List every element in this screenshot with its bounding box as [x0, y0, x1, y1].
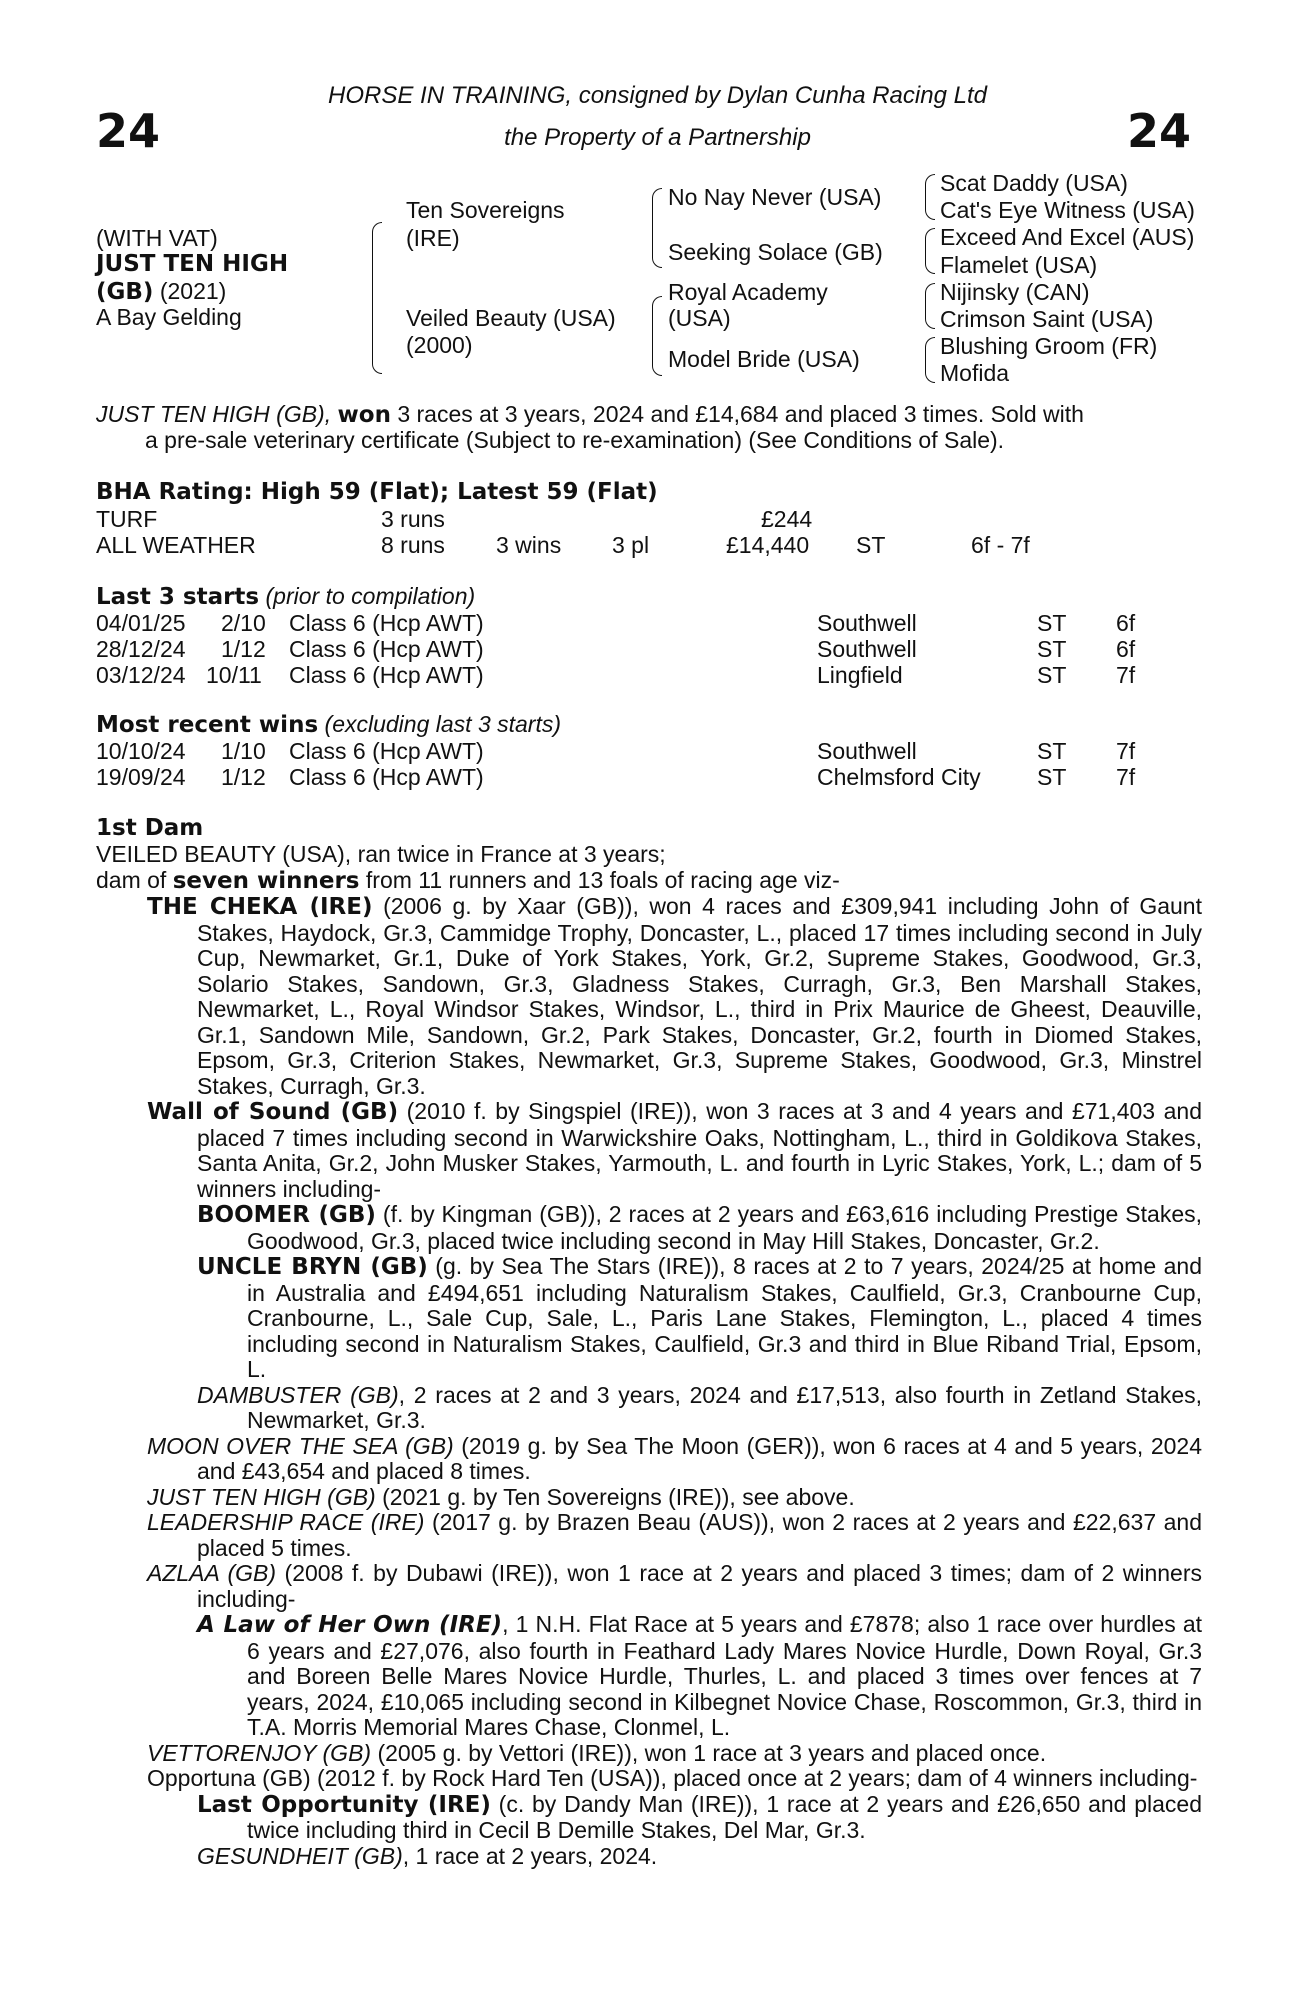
horse-name: JUST TEN HIGH	[96, 251, 289, 277]
first-dam-title: 1st Dam	[96, 815, 204, 841]
produce-a-law-of-her-own: A Law of Her Own (IRE), 1 N.H. Flat Race at 5 years and £7878; also 1 race over hurdles at 6 years and £27,076, also fourth in Feathard Lady Mares Novice Hurdle, Down Royal, Gr.3 and Boreen Belle Mares Novice Hurdle, Thurles, L. and placed 3 times over fences at 7 years, 2024, £10,065 including second in Kilbegnet Novice Chase, Roscommon, Gr.3, third in T.A. Morris Memorial Mares Chase, Clonmel, L.	[197, 1611, 1203, 1740]
dam-dam: Model Bride (USA)	[668, 346, 860, 372]
sdd: Flamelet (USA)	[940, 252, 1098, 278]
produce-azlaa: AZLAA (GB) (2008 f. by Dubawi (IRE)), won 1 race at 2 years and placed 3 times; dam of 2 winners including-	[147, 1560, 1202, 1612]
produce-record	[97, 894, 1202, 1869]
summary-line2: a pre-sale veterinary certificate (Subject to re-examination) (See Conditions of Sale).	[145, 427, 1005, 453]
consignor-line: HORSE IN TRAINING, consigned by Dylan Cunha Racing Ltd	[328, 82, 987, 109]
horse-description: A Bay Gelding	[96, 304, 242, 330]
dsd: Crimson Saint (USA)	[940, 306, 1154, 332]
dam-of-line: dam of seven winners from 11 runners and 13 foals of racing age viz-	[96, 867, 840, 894]
sd-brace	[925, 228, 935, 274]
dam-brace	[652, 296, 662, 376]
pedigree-brace	[372, 222, 382, 374]
lot-number-right: 24	[1127, 104, 1192, 158]
produce-moon-over-the-sea: MOON OVER THE SEA (GB) (2019 g. by Sea The Moon (GER)), won 6 races at 4 and 5 years, 2024 and £43,654 and placed 8 times.	[147, 1432, 1203, 1484]
last3-title: Last 3 starts (prior to compilation)	[96, 583, 476, 610]
summary-line1: JUST TEN HIGH (GB), won 3 races at 3 years, 2024 and £14,684 and placed 3 times. Sold with	[96, 401, 1084, 428]
sire-dam: Seeking Solace (GB)	[668, 239, 883, 265]
produce-leadership-race: LEADERSHIP RACE (IRE) (2017 g. by Brazen Beau (AUS)), won 2 races at 2 years and £22,637 and placed 5 times.	[147, 1509, 1203, 1561]
sds: Exceed And Excel (AUS)	[940, 224, 1195, 250]
sire-country: (IRE)	[406, 225, 460, 251]
sire-sire: No Nay Never (USA)	[668, 184, 882, 210]
produce-uncle-bryn: UNCLE BRYN (GB) (g. by Sea The Stars (IRE)), 8 races at 2 to 7 years, 2024/25 at home and in Australia and £494,651 including Naturalism Stakes, Caulfield, Gr.3, Cranbourne Cup, Cranbourne, L., Sale Cup, Sale, L., Paris Lane Stakes, Flemington, L., placed 4 times including second in Naturalism Stakes, Caulfield, Gr.3 and third in Blue Riband Trial, Epsom, L.	[197, 1253, 1202, 1382]
dam-sire: Royal Academy	[668, 279, 828, 305]
recent-title: Most recent wins (excluding last 3 starts)	[96, 711, 562, 738]
dss: Nijinsky (CAN)	[940, 279, 1090, 305]
dds: Blushing Groom (FR)	[940, 333, 1158, 359]
sire-name: Ten Sovereigns	[406, 197, 565, 223]
dam-sire-country: (USA)	[668, 305, 731, 331]
lot-number-left: 24	[96, 104, 161, 158]
bha-rating: BHA Rating: High 59 (Flat); Latest 59 (Flat)	[96, 479, 658, 505]
produce-boomer: BOOMER (GB) (f. by Kingman (GB)), 2 races at 2 years and £63,616 including Prestige Stakes, Goodwood, Gr.3, placed twice including second in May Hill Stakes, Doncaster, Gr.2.	[197, 1201, 1202, 1254]
produce-dambuster: DAMBUSTER (GB), 2 races at 2 and 3 years, 2024 and £17,513, also fourth in Zetland Stakes, Newmarket, Gr.3.	[197, 1381, 1202, 1433]
dam-line1: VEILED BEAUTY (USA), ran twice in France at 3 years;	[96, 841, 666, 867]
ds-brace	[925, 283, 935, 329]
property-line: the Property of a Partnership	[504, 124, 811, 151]
produce-opportuna: Opportuna (GB) (2012 f. by Rock Hard Ten (USA)), placed once at 2 years; dam of 4 winners including-	[147, 1765, 1198, 1791]
produce-gesundheit: GESUNDHEIT (GB), 1 race at 2 years, 2024.	[197, 1842, 658, 1869]
dd-brace	[925, 337, 935, 383]
produce-last-opportunity: Last Opportunity (IRE) (c. by Dandy Man (IRE)), 1 race at 2 years and £26,650 and placed twice including third in Cecil B Demille Stakes, Del Mar, Gr.3.	[197, 1790, 1202, 1843]
dam-name: Veiled Beauty (USA)	[406, 305, 616, 331]
produce-just-ten-high: JUST TEN HIGH (GB) (2021 g. by Ten Sovereigns (IRE)), see above.	[147, 1483, 855, 1510]
sire-brace	[652, 188, 662, 268]
produce-the-cheka: THE CHEKA (IRE) (2006 g. by Xaar (GB)), won 4 races and £309,941 including John of Gaunt Stakes, Haydock, Gr.3, Cammidge Trophy, Doncaster, L., placed 17 times including second in July Cup, Newmarket, Gr.1, Duke of York Stakes, York, Gr.2, Supreme Stakes, Goodwood, Gr.3, Solario Stakes, Sandown, Gr.3, Gladness Stakes, Curragh, Gr.3, Ben Marshall Stakes, Newmarket, L., Royal Windsor Stakes, Windsor, L., third in Prix Maurice de Gheest, Deauville, Gr.1, Sandown Mile, Sandown, Gr.2, Park Stakes, Doncaster, Gr.2, fourth in Diomed Stakes, Epsom, Gr.3, Criterion Stakes, Newmarket, Gr.3, Supreme Stakes, Goodwood, Gr.3, Minstrel Stakes, Curragh, Gr.3.	[147, 893, 1202, 1099]
vat-label: (WITH VAT)	[96, 225, 218, 251]
horse-country-year: (GB) (2021)	[96, 278, 227, 305]
ss-brace	[925, 174, 935, 220]
produce-vettorenjoy: VETTORENJOY (GB) (2005 g. by Vettori (IRE)), won 1 race at 3 years and placed once.	[147, 1739, 1047, 1766]
sss: Scat Daddy (USA)	[940, 170, 1128, 196]
produce-wall-of-sound: Wall of Sound (GB) (2010 f. by Singspiel (IRE)), won 3 races at 3 and 4 years and £71,403 and placed 7 times including second in Warwickshire Oaks, Nottingham, L., third in Goldikova Stakes, Santa Anita, Gr.2, John Musker Stakes, Yarmouth, L. and fourth in Lyric Stakes, York, L.; dam of 5 winners including-	[147, 1098, 1202, 1202]
ssd: Cat's Eye Witness (USA)	[940, 197, 1195, 223]
dam-year: (2000)	[406, 332, 473, 358]
ddd: Mofida	[940, 360, 1010, 386]
